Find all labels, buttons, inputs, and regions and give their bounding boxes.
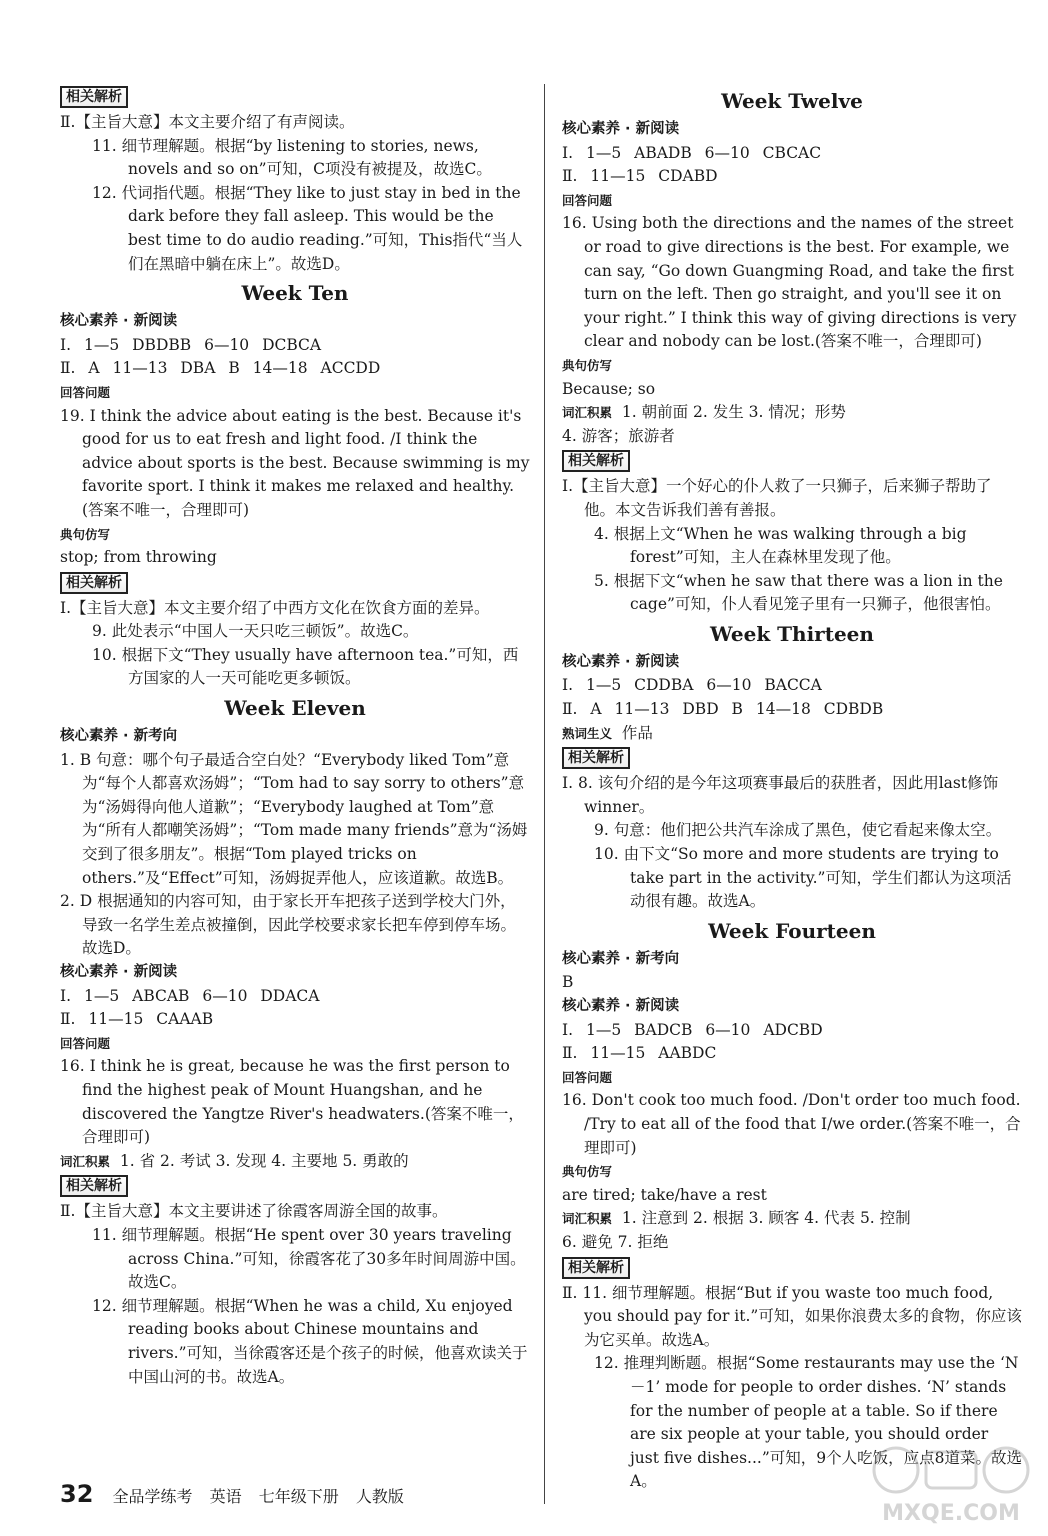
paragraph: 4. 根据上文“When he was walking through a big forest”可知，主人在森林里发现了他。: [594, 524, 967, 567]
paragraph: B: [562, 973, 574, 992]
vocab-items: 1. 朝前面 2. 发生 3. 情况；形势: [621, 403, 846, 422]
section-tag: 相关解析: [562, 747, 630, 769]
paragraph: Because; so: [562, 379, 656, 398]
paragraph: 16. Don't cook too much food. /Don't order too much food. /Try to eat all of the food that I/we order.(答案不唯一，合理即可): [562, 1091, 1021, 1157]
week-heading: Week Thirteen: [710, 621, 874, 646]
paragraph: Ⅰ. 8. 该句介绍的是今年这项赛事最后的获胜者，因此用last修饰winner。: [562, 774, 999, 816]
answer-line: Ⅰ. 1—5 CDDBA 6—10 BACCA: [562, 676, 822, 695]
paragraph: 12. 细节理解题。根据“When he was a child, Xu enjoyed reading books about Chinese mountains and rivers.”可知，当徐霞客还是个孩子的时候，他喜欢读关于中国山河的书。故选A。: [92, 1296, 528, 1386]
page-number: 32: [60, 1480, 94, 1508]
vocab-line: [562, 401, 1022, 425]
section-heading: 核心素养 · 新考向: [562, 950, 680, 967]
sub-heading: 典句仿写: [562, 357, 613, 373]
sub-heading: 回答问题: [60, 384, 111, 400]
paragraph: stop; from throwing: [60, 548, 217, 567]
right-column: [562, 84, 1022, 1494]
sub-heading: 回答问题: [60, 1035, 111, 1051]
paragraph: 10. 由下文“So more and more students are trying to take part in the activity.”可知，学生们都认为这项活动很有趣。故选A。: [594, 845, 1012, 911]
answer-line: Ⅱ. 11—15 CDABD: [562, 167, 718, 186]
vocab-items-cont: 4. 游客；旅游者: [562, 426, 675, 445]
paragraph: 作品: [621, 723, 653, 742]
paragraph: 11. 细节理解题。根据“He spent over 30 years traveling across China.”可知，徐霞客花了30多年时间周游中国。故选C。: [92, 1225, 526, 1292]
vocab-line: [562, 722, 1022, 746]
subject: 英语: [209, 1487, 242, 1506]
section-tag: 相关解析: [60, 1175, 128, 1197]
paragraph: 12. 代词指代题。根据“They like to just stay in bed in the dark before they fall asleep. This would be the best time to do audio reading.”可知，This指代“当人们在黑暗中躺在床上”。故选D。: [92, 183, 523, 273]
vocab-label: 词汇积累: [562, 1211, 613, 1227]
edition: 人教版: [355, 1487, 404, 1506]
vocab-label: 词汇积累: [562, 405, 613, 421]
paragraph: Ⅰ.【主旨大意】一个好心的仆人救了一只狮子，后来狮子帮助了他。本文告诉我们善有善报。: [562, 477, 992, 519]
sub-heading: 回答问题: [562, 1069, 613, 1085]
vocab-items: 1. 省 2. 考试 3. 发现 4. 主要地 5. 勇敢的: [119, 1151, 409, 1170]
section-heading: 核心素养 · 新阅读: [562, 653, 680, 670]
sub-heading: 典句仿写: [60, 526, 111, 542]
paragraph: 11. 细节理解题。根据“by listening to stories, news, novels and so on”可知，C项没有被提及，故选C。: [92, 136, 492, 179]
vocab-items: 1. 注意到 2. 根据 3. 顾客 4. 代表 5. 控制: [621, 1209, 911, 1228]
section-heading: 核心素养 · 新阅读: [562, 998, 680, 1014]
watermark-text: MXQE.COM: [882, 1501, 1020, 1526]
answer-line: Ⅰ. 1—5 ABADB 6—10 CBCAC: [562, 143, 822, 162]
paragraph: 9. 此处表示“中国人一天只吃三顿饭”。故选C。: [92, 622, 419, 641]
week-heading: Week Fourteen: [708, 918, 876, 943]
paragraph: 16. Using both the directions and the names of the street or road to give directions is the best. For example, we can say, “Go down Guangming Road, and take the first turn on the left. Then go straight, and you'll see it on your right.” I think this way of giving directions is very clear and nobody can be lost.(答案不唯一，合理即可): [562, 214, 1017, 351]
vocab-label: 词汇积累: [60, 1153, 111, 1169]
section-heading: 核心素养 · 新阅读: [562, 121, 680, 137]
paragraph: 9. 句意：他们把公共汽车涂成了黑色，使它看起来像太空。: [594, 821, 1002, 840]
section-tag: 相关解析: [562, 450, 630, 472]
paragraph: Ⅱ. 11. 细节理解题。根据“But if you waste too much food, you should pay for it.”可知，如果你浪费太多的食物，你应该为它买单。故选A。: [562, 1283, 1022, 1349]
section-heading: 核心素养 · 新考向: [60, 728, 178, 745]
left-column: [60, 84, 530, 1389]
paragraph: Ⅰ.【主旨大意】本文主要介绍了中西方文化在饮食方面的差异。: [60, 598, 490, 617]
section-tag: 相关解析: [60, 572, 128, 594]
paragraph: 2. D 根据通知的内容可知，由于家长开车把孩子送到学校大门外，导致一名学生差点被撞倒，因此学校要求家长把车停到停车场。故选D。: [60, 892, 517, 958]
answer-line: Ⅱ. A 11—13 DBA B 14—18 ACCDD: [60, 359, 381, 378]
paragraph: 16. I think he is great, because he was the first person to find the highest peak of Mount Huangshan, and he discovered the Yangtze River's headwaters.(答案不唯一，合理即可): [60, 1057, 524, 1147]
answer-line: Ⅱ. A 11—13 DBD B 14—18 CDBDB: [562, 700, 884, 719]
vocab-items-cont: 6. 避免 7. 拒绝: [562, 1232, 669, 1251]
week-heading: Week Ten: [241, 281, 349, 306]
watermark-logo: [866, 1440, 1036, 1530]
paragraph: 1. B 句意：哪个句子最适合空白处？“Everybody liked Tom”意为“每个人都喜欢汤姆”；“Tom had to say sorry to others”意为“汤姆得向他人道歉”；“Everybody laughed at Tom”意为“所有人都嘲笑汤姆”；“Tom made many friends”意为“汤姆交到了很多朋友”。根据“Tom played tricks on others.”及“Effect”可知，汤姆捉弄他人，应该道歉。故选B。: [60, 750, 528, 887]
answer-line: Ⅰ. 1—5 DBDBB 6—10 DCBCA: [60, 335, 322, 354]
paragraph: 5. 根据下文“when he saw that there was a lion in the cage”可知，仆人看见笼子里有一只狮子，他很害怕。: [594, 571, 1003, 614]
sub-heading: 典句仿写: [562, 1164, 613, 1180]
section-heading: 核心素养 · 新阅读: [60, 313, 178, 330]
grade: 七年级下册: [258, 1487, 339, 1506]
answer-line: Ⅱ. 11—15 CAAAB: [60, 1010, 214, 1029]
paragraph: 10. 根据下文“They usually have afternoon tea.”可知，西方国家的人一天可能吃更多顿饭。: [92, 645, 519, 688]
answer-line: Ⅰ. 1—5 BADCB 6—10 ADCBD: [562, 1020, 823, 1039]
vocab-line: [562, 1207, 1022, 1231]
paragraph: 12. 推理判断题。根据“Some restaurants may use the ‘N－1’ mode for people to order dishes. ‘N’ stands for the number of people at a table. So if there are six people at your table, you should order just five dishes...”可知，9个人吃饭，应点8道菜。故选A。: [594, 1354, 1022, 1491]
section-tag: 相关解析: [562, 1257, 630, 1279]
paragraph: Ⅱ.【主旨大意】本文主要介绍了有声阅读。: [60, 113, 355, 131]
paragraph: 19. I think the advice about eating is the best. Because it's good for us to eat fresh and light food. /I think the advice about sports is the best. Because swimming is my favorite sport. I think it makes me relaxed and healthy.(答案不唯一，合理即可): [60, 406, 530, 519]
brand-name: 全品学练考: [112, 1487, 193, 1506]
section-tag: 相关解析: [60, 86, 128, 108]
sub-heading: 熟词生义: [562, 725, 613, 741]
column-divider: [544, 84, 545, 1504]
week-heading: Week Eleven: [224, 696, 366, 721]
answer-line: Ⅰ. 1—5 ABCAB 6—10 DDACA: [60, 986, 320, 1005]
vocab-line: [60, 1150, 530, 1174]
section-heading: 核心素养 · 新阅读: [60, 964, 178, 980]
paragraph: are tired; take/have a rest: [562, 1185, 767, 1204]
page-footer: [60, 1480, 416, 1508]
week-heading: Week Twelve: [721, 89, 863, 113]
paragraph: Ⅱ.【主旨大意】本文主要讲述了徐霞客周游全国的故事。: [60, 1202, 448, 1221]
sub-heading: 回答问题: [562, 192, 613, 208]
answer-line: Ⅱ. 11—15 AABDC: [562, 1044, 717, 1063]
